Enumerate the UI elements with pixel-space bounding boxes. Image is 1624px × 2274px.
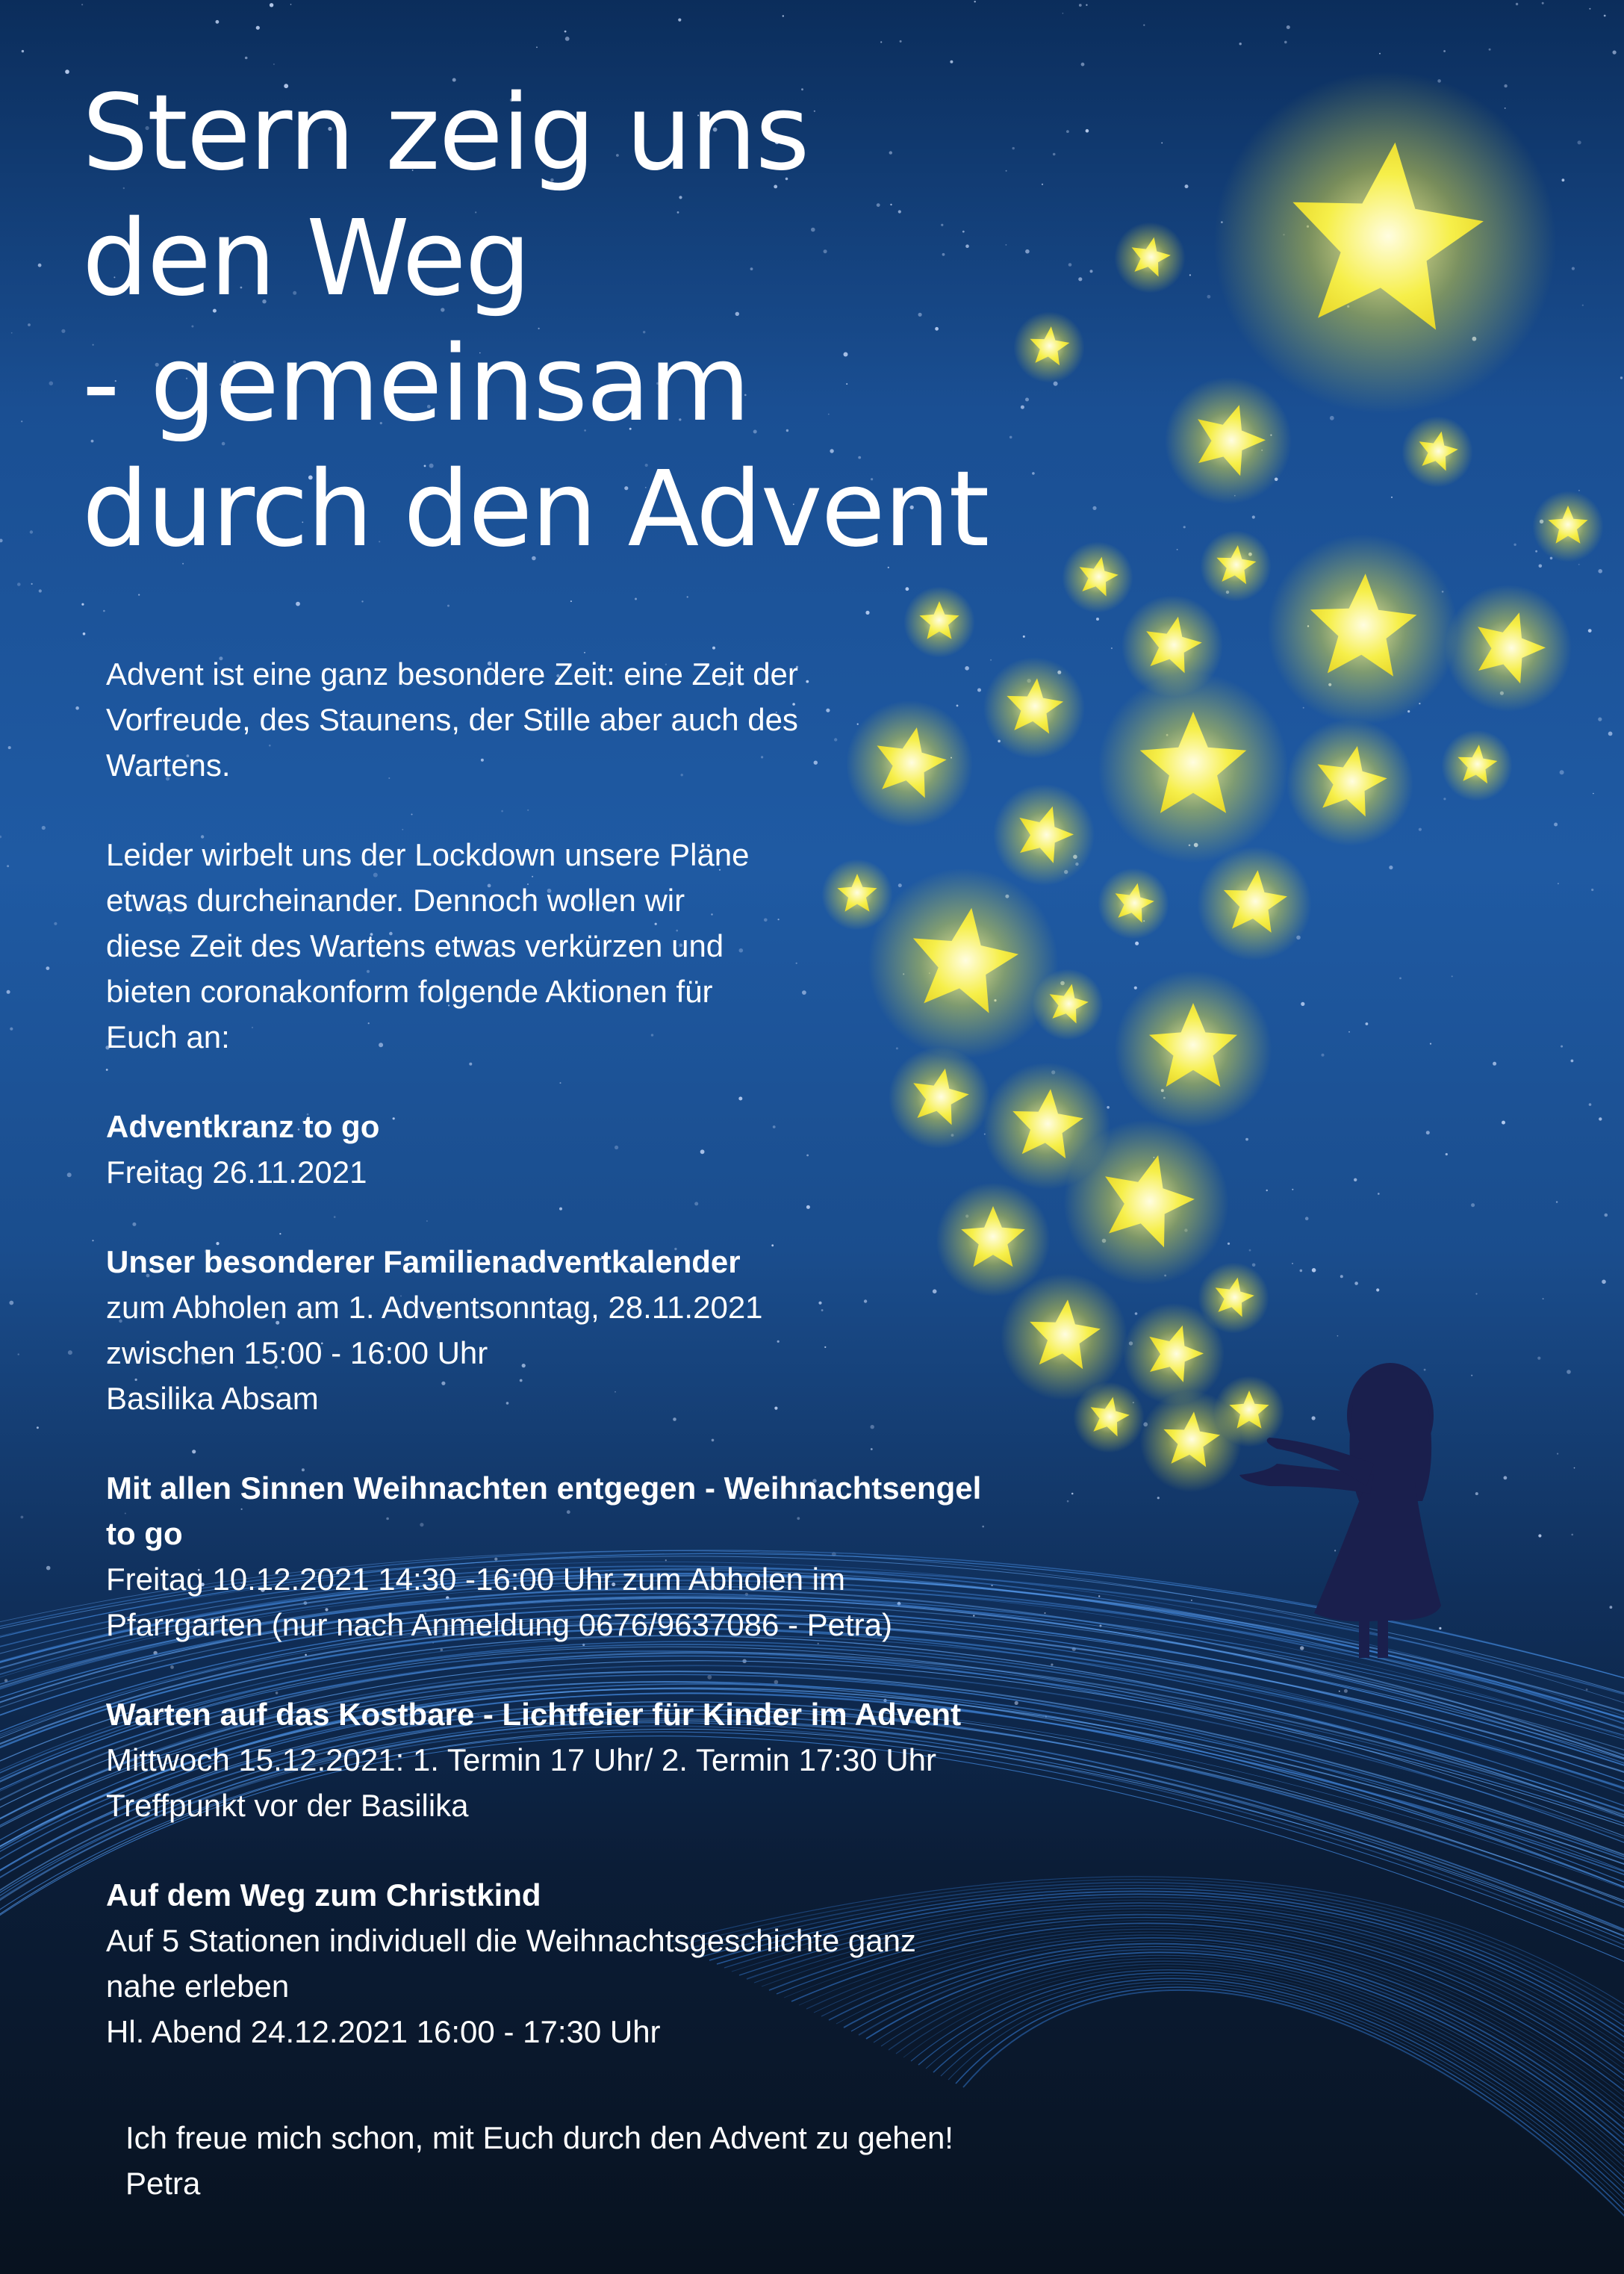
tiny-star: [865, 611, 869, 615]
tiny-star: [1452, 975, 1453, 977]
event-detail: Freitag 10.12.2021 14:30 -16:00 Uhr zum Abholen im: [106, 1562, 845, 1597]
tiny-star: [361, 600, 363, 602]
tiny-star: [1537, 1357, 1540, 1360]
tiny-star: [46, 966, 50, 970]
tiny-star: [1183, 526, 1186, 528]
tiny-star: [1292, 1263, 1293, 1264]
poster-body: [106, 651, 1121, 2054]
tiny-star: [1330, 416, 1334, 420]
tiny-star: [900, 40, 902, 43]
tiny-star: [10, 1028, 13, 1031]
text-line: etwas durcheinander. Dennoch wollen wir: [106, 883, 685, 918]
tiny-star: [1560, 770, 1564, 774]
tiny-star: [1571, 1534, 1573, 1536]
tiny-star: [1588, 629, 1592, 633]
text-line: Vorfreude, des Staunens, der Stille aber auch des: [106, 702, 798, 737]
tiny-star: [1379, 53, 1381, 55]
tiny-star: [1567, 1370, 1571, 1374]
title-line-2: den Weg: [82, 198, 530, 320]
tiny-star: [1424, 1369, 1426, 1371]
tiny-star: [1334, 1550, 1336, 1551]
tiny-star: [1513, 544, 1516, 546]
tiny-star: [1586, 1689, 1588, 1691]
tiny-star: [1337, 1335, 1339, 1337]
closing-note: [125, 2115, 1245, 2206]
event-title: Warten auf das Kostbare - Lichtfeier für Kinder im Advent: [106, 1697, 962, 1732]
tiny-star: [1471, 1375, 1472, 1376]
tiny-star: [21, 420, 22, 422]
tiny-star: [0, 836, 1, 839]
text-line: Advent ist eine ganz besondere Zeit: eine Zeit der: [106, 656, 798, 692]
tiny-star: [783, 15, 784, 16]
tiny-star: [138, 594, 140, 595]
tiny-star: [1574, 1467, 1575, 1469]
title-line-3: - gemeinsam: [82, 323, 750, 445]
tiny-star: [1489, 49, 1491, 51]
tiny-star: [1589, 1103, 1592, 1106]
tiny-star: [1228, 1243, 1230, 1245]
tiny-star: [1604, 15, 1606, 17]
tiny-star: [9, 1301, 13, 1305]
tiny-star: [1578, 564, 1580, 565]
tiny-star: [270, 3, 273, 7]
event-title: Auf dem Weg zum Christkind: [106, 1877, 541, 1913]
tiny-star: [1505, 108, 1506, 109]
event-title: to go: [106, 1516, 183, 1551]
event-detail: Hl. Abend 24.12.2021 16:00 - 17:30 Uhr: [106, 2014, 661, 2049]
tiny-star: [974, 1, 976, 2]
event-detail: Auf 5 Stationen individuell die Weihnachtsgeschichte ganz: [106, 1923, 916, 1958]
text-line: Euch an:: [106, 1019, 230, 1054]
tiny-star: [54, 922, 57, 925]
tiny-star: [1572, 267, 1575, 270]
tiny-star: [564, 31, 567, 33]
tiny-star: [1557, 1453, 1558, 1455]
text-line: Wartens.: [106, 748, 231, 783]
tiny-star: [1471, 1203, 1475, 1207]
tiny-star: [1426, 1131, 1430, 1134]
tiny-star: [687, 596, 688, 597]
tiny-star: [1578, 140, 1581, 144]
tiny-star: [1239, 43, 1242, 45]
tiny-star: [1135, 1312, 1138, 1315]
tiny-star: [1312, 1416, 1316, 1420]
tiny-star: [1287, 25, 1290, 29]
tiny-star: [18, 1353, 19, 1355]
tiny-star: [290, 4, 292, 5]
event-lichtfeier: [106, 1691, 1121, 1828]
tiny-star: [565, 37, 570, 41]
tiny-star: [1348, 1031, 1350, 1033]
tiny-star: [1620, 376, 1623, 379]
event-adventkranz: [106, 1104, 1121, 1195]
tiny-star: [1571, 1060, 1574, 1063]
tiny-star: [1391, 497, 1393, 498]
tiny-star: [1354, 1178, 1357, 1181]
tiny-star: [1475, 1492, 1478, 1495]
event-detail: zwischen 15:00 - 16:00 Uhr: [106, 1335, 488, 1370]
event-weihnachtsengel: [106, 1465, 1121, 1647]
tiny-star: [1589, 8, 1590, 10]
event-familienadventkalender: [106, 1239, 1121, 1421]
event-christkind: [106, 1872, 1121, 2054]
tiny-star: [1023, 636, 1025, 638]
tiny-star: [1081, 63, 1085, 66]
tiny-star: [1096, 618, 1099, 621]
tiny-star: [28, 323, 31, 326]
tiny-star: [1599, 1117, 1602, 1120]
poster-title: [82, 71, 1127, 573]
tiny-star: [447, 605, 449, 607]
tiny-star: [46, 1566, 51, 1571]
tiny-star: [1593, 793, 1594, 795]
tiny-star: [1292, 1189, 1293, 1190]
tiny-star: [1366, 1022, 1369, 1025]
tiny-star: [1157, 1497, 1160, 1499]
tiny-star: [1177, 549, 1178, 550]
tiny-star: [61, 329, 65, 333]
tiny-star: [1605, 1214, 1608, 1217]
text-line: Leider wirbelt uns der Lockdown unsere Pläne: [106, 837, 750, 872]
tiny-star: [1249, 1249, 1251, 1252]
tiny-star: [1443, 50, 1446, 52]
tiny-star: [1504, 1476, 1508, 1480]
tiny-star: [1135, 942, 1139, 945]
text-line: bieten coronakonform folgende Aktionen für: [106, 974, 713, 1009]
tiny-star: [256, 26, 260, 30]
tiny-star: [7, 990, 10, 994]
tiny-star: [635, 598, 637, 600]
tiny-star: [81, 4, 83, 5]
tiny-star: [92, 1240, 93, 1241]
event-detail: Pfarrgarten (nur nach Anmeldung 0676/9637086 - Petra): [106, 1607, 893, 1642]
event-detail: zum Abholen am 1. Adventsonntag, 28.11.2021: [106, 1290, 763, 1325]
tiny-star: [1556, 1201, 1558, 1202]
event-detail: Freitag 26.11.2021: [106, 1155, 367, 1190]
tiny-star: [1207, 295, 1211, 299]
closing-line: Ich freue mich schon, mit Euch durch den Advent zu gehen!: [125, 2120, 953, 2155]
tiny-star: [570, 600, 572, 602]
tiny-star: [81, 603, 84, 606]
tiny-star: [30, 530, 33, 533]
tiny-star: [1516, 3, 1518, 5]
tiny-star: [1305, 1217, 1309, 1220]
tiny-star: [1245, 1138, 1248, 1141]
tiny-star: [31, 583, 33, 585]
tiny-star: [1502, 1121, 1505, 1125]
tiny-star: [7, 865, 9, 867]
tiny-star: [1543, 1298, 1544, 1299]
event-detail: Mittwoch 15.12.2021: 1. Termin 17 Uhr/ 2. Termin 17:30 Uhr: [106, 1742, 937, 1777]
event-detail: nahe erleben: [106, 1969, 290, 2004]
tiny-star: [1613, 51, 1617, 55]
tiny-star: [1079, 4, 1082, 7]
tiny-star: [1439, 1627, 1441, 1630]
event-title: Unser besonderer Familienadventkalender: [106, 1244, 741, 1279]
tiny-star: [1189, 274, 1191, 276]
tiny-star: [83, 633, 86, 636]
tiny-star: [880, 41, 882, 43]
tiny-star: [1558, 883, 1559, 884]
tiny-star: [38, 264, 42, 267]
tiny-star: [42, 826, 46, 830]
tiny-star: [1443, 798, 1446, 800]
tiny-star: [1303, 707, 1304, 709]
tiny-star: [68, 1350, 72, 1355]
tiny-star: [1554, 823, 1558, 827]
tiny-star: [1399, 978, 1401, 980]
tiny-star: [1376, 1288, 1379, 1291]
tiny-star: [1300, 1646, 1304, 1650]
event-detail: Treffpunkt vor der Basilika: [106, 1788, 469, 1823]
tiny-star: [1143, 25, 1145, 26]
event-detail: Basilika Absam: [106, 1381, 319, 1416]
intro-paragraph-1: [106, 651, 1121, 788]
tiny-star: [296, 602, 300, 606]
tiny-star: [75, 706, 79, 710]
tiny-star: [1322, 1054, 1325, 1057]
tiny-star: [22, 50, 24, 52]
tiny-star: [678, 19, 681, 22]
intro-paragraph-2: [106, 832, 1121, 1060]
tiny-star: [1086, 4, 1087, 6]
event-title: Adventkranz to go: [106, 1109, 380, 1144]
tiny-star: [1340, 1275, 1343, 1278]
tiny-star: [1610, 1606, 1613, 1609]
tiny-star: [8, 746, 11, 749]
tiny-star: [950, 60, 953, 63]
tiny-star: [1301, 1002, 1304, 1006]
tiny-star: [1598, 718, 1602, 721]
tiny-star: [1312, 1268, 1316, 1273]
tiny-star: [1339, 1691, 1340, 1692]
tiny-star: [37, 1426, 39, 1429]
tiny-star: [1063, 13, 1064, 14]
tiny-star: [1300, 1270, 1303, 1273]
tiny-star: [1185, 184, 1189, 188]
tiny-star: [1535, 550, 1537, 553]
tiny-star: [1252, 515, 1255, 518]
tiny-star: [1430, 1043, 1431, 1045]
title-line-4: durch den Advent: [82, 449, 989, 571]
tiny-star: [65, 69, 69, 74]
tiny-star: [17, 583, 21, 586]
tiny-star: [0, 539, 3, 543]
tiny-star: [39, 589, 42, 592]
text-line: diese Zeit des Wartens etwas verkürzen und: [106, 928, 724, 963]
tiny-star: [103, 610, 105, 612]
tiny-star: [1111, 647, 1113, 649]
tiny-star: [273, 63, 275, 65]
tiny-star: [1378, 1193, 1380, 1195]
tiny-star: [21, 1516, 24, 1519]
tiny-star: [11, 332, 13, 334]
tiny-star: [1582, 305, 1584, 306]
tiny-star: [906, 587, 909, 591]
tiny-star: [1134, 987, 1137, 990]
event-title: Mit allen Sinnen Weihnachten entgegen - Weihnachtsengel: [106, 1470, 982, 1506]
tiny-star: [1191, 1600, 1192, 1601]
tiny-star: [1344, 1689, 1348, 1693]
tiny-star: [1602, 1280, 1606, 1284]
tiny-star: [1475, 1293, 1477, 1294]
tiny-star: [1561, 1046, 1563, 1048]
tiny-star: [1591, 889, 1593, 891]
tiny-star: [1446, 1153, 1448, 1155]
tiny-star: [1598, 569, 1602, 574]
tiny-star: [1419, 828, 1422, 831]
title-line-1: Stern zeig uns: [82, 72, 809, 194]
tiny-star: [1539, 565, 1543, 568]
tiny-star: [1354, 1282, 1358, 1285]
tiny-star: [1493, 1062, 1496, 1066]
tiny-star: [1161, 143, 1163, 144]
tiny-star: [1284, 41, 1287, 44]
tiny-star: [67, 1172, 72, 1177]
tiny-star: [1389, 866, 1393, 869]
tiny-star: [1266, 1190, 1268, 1191]
tiny-star: [49, 382, 54, 386]
tiny-star: [245, 57, 248, 60]
tiny-star: [1542, 2, 1544, 4]
signature-name: Petra: [125, 2166, 201, 2201]
tiny-star: [1538, 1534, 1541, 1537]
tiny-star: [536, 46, 538, 48]
tiny-star: [712, 647, 715, 650]
tiny-star: [1578, 490, 1580, 491]
tiny-star: [1608, 732, 1613, 736]
tiny-star: [1252, 1264, 1256, 1267]
tiny-star: [1562, 178, 1565, 181]
tiny-star: [216, 20, 220, 24]
tiny-star: [1504, 84, 1507, 87]
